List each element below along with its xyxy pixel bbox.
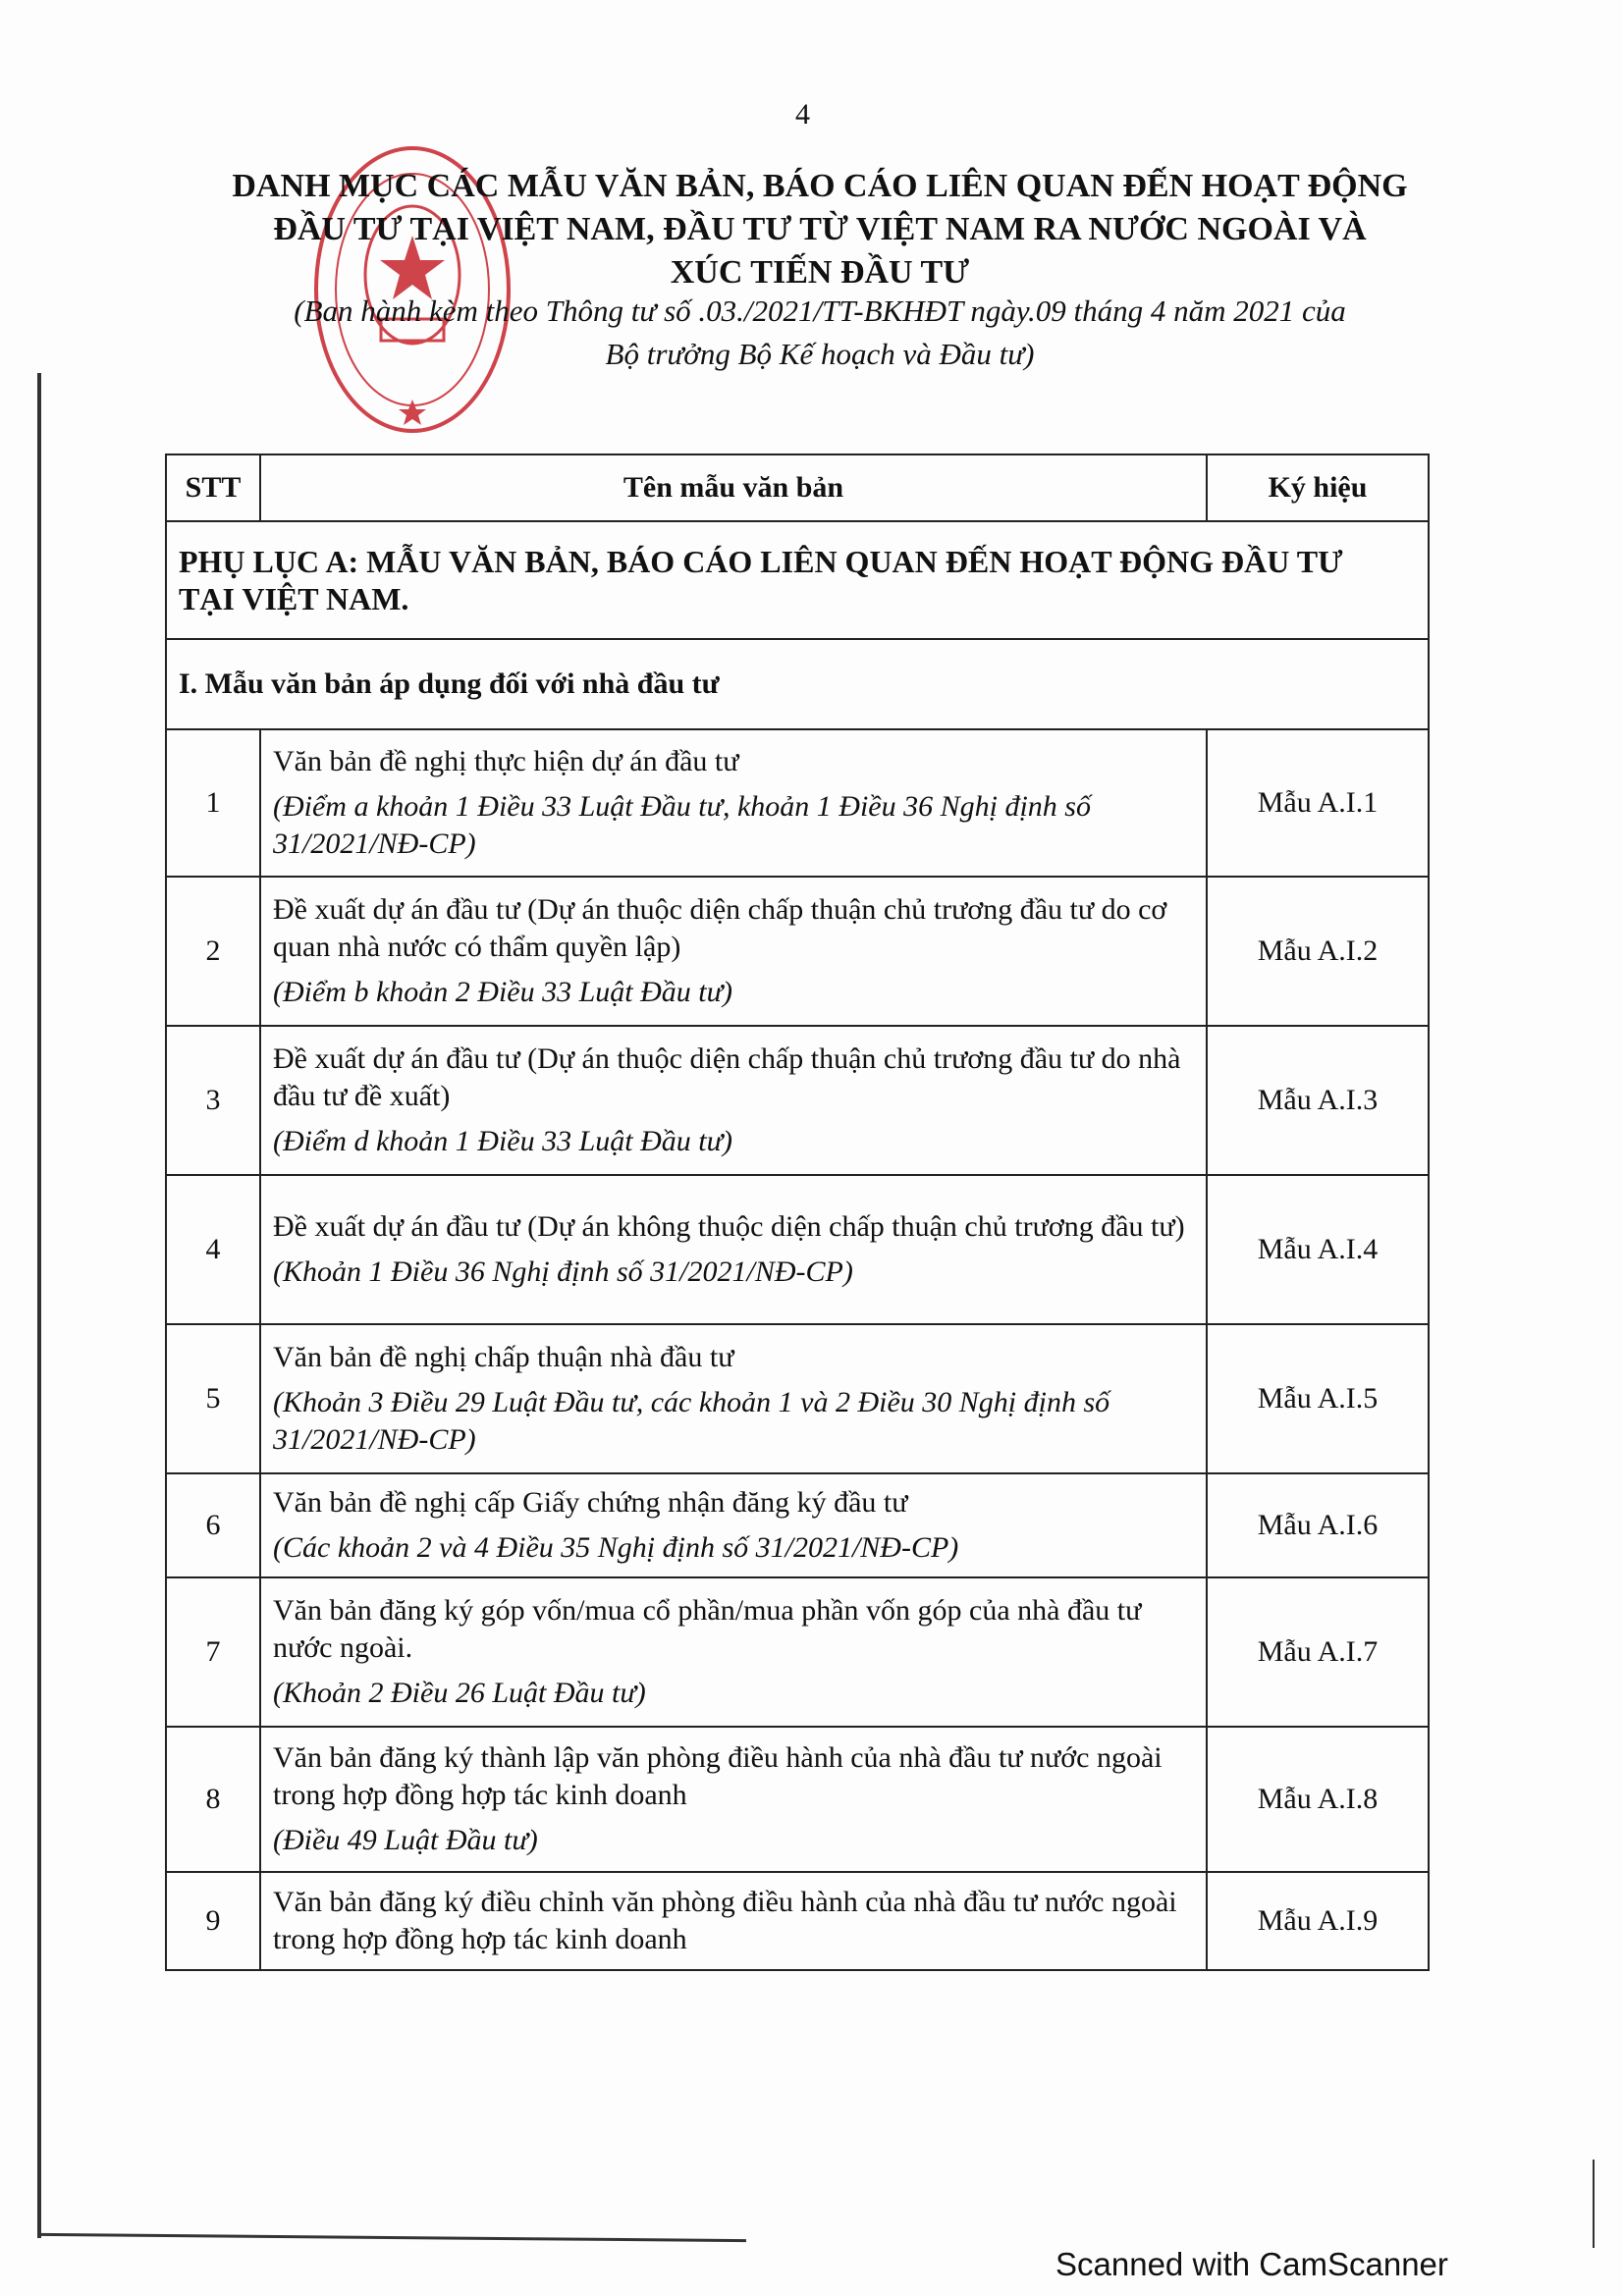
row-form-name: Văn bản đăng ký góp vốn/mua cổ phần/mua phần vốn góp của nhà đầu tư nước ngoài. — [273, 1594, 1142, 1664]
section-row — [166, 639, 1429, 729]
row-name-cell — [260, 1872, 1207, 1970]
scanner-watermark: Scanned with CamScanner — [1055, 2246, 1448, 2282]
row-legal-basis: (Khoản 2 Điều 26 Luật Đầu tư) — [273, 1677, 646, 1709]
scan-edge — [37, 373, 41, 2238]
title-line: DANH MỤC CÁC MẪU VĂN BẢN, BÁO CÁO LIÊN QUAN ĐẾN HOẠT ĐỘNG — [232, 168, 1408, 204]
table-row — [166, 1473, 1429, 1577]
row-stt: 5 — [166, 1324, 260, 1473]
document-subtitle — [196, 290, 1443, 376]
row-code: Mẫu A.I.6 — [1207, 1473, 1429, 1577]
row-code: Mẫu A.I.9 — [1207, 1872, 1429, 1970]
row-name-cell — [260, 1175, 1207, 1324]
table-row — [166, 1727, 1429, 1872]
section-heading: I. Mẫu văn bản áp dụng đối với nhà đầu tư — [166, 639, 1429, 729]
row-stt: 6 — [166, 1473, 260, 1577]
row-name-cell — [260, 1324, 1207, 1473]
row-form-name: Văn bản đăng ký thành lập văn phòng điều hành của nhà đầu tư nước ngoài trong hợp đồng hợp tác kinh doanh — [273, 1741, 1163, 1811]
row-code: Mẫu A.I.7 — [1207, 1577, 1429, 1727]
page-number: 4 — [795, 98, 810, 131]
row-name-cell — [260, 1577, 1207, 1727]
row-legal-basis: (Điểm d khoản 1 Điều 33 Luật Đầu tư) — [273, 1125, 732, 1157]
row-stt: 4 — [166, 1175, 260, 1324]
title-line: XÚC TIẾN ĐẦU TƯ — [670, 254, 970, 291]
row-name-cell — [260, 1473, 1207, 1577]
header-name: Tên mẫu văn bản — [260, 454, 1207, 521]
row-form-name: Văn bản đề nghị thực hiện dự án đầu tư — [273, 745, 739, 777]
forms-table — [165, 454, 1430, 1971]
row-stt: 2 — [166, 877, 260, 1026]
row-form-name: Đề xuất dự án đầu tư (Dự án không thuộc diện chấp thuận chủ trương đầu tư) — [273, 1210, 1185, 1243]
scan-edge — [39, 2233, 746, 2242]
row-name-cell — [260, 1727, 1207, 1872]
title-line: ĐẦU TƯ TẠI VIỆT NAM, ĐẦU TƯ TỪ VIỆT NAM RA NƯỚC NGOÀI VÀ — [273, 211, 1367, 247]
table-row — [166, 1175, 1429, 1324]
table-row — [166, 1872, 1429, 1970]
row-legal-basis: (Các khoản 2 và 4 Điều 35 Nghị định số 31/2021/NĐ-CP) — [273, 1531, 959, 1564]
row-name-cell — [260, 1026, 1207, 1175]
appendix-row — [166, 521, 1429, 639]
row-legal-basis: (Điều 49 Luật Đầu tư) — [273, 1824, 538, 1856]
header-code: Ký hiệu — [1207, 454, 1429, 521]
row-code: Mẫu A.I.3 — [1207, 1026, 1429, 1175]
row-code: Mẫu A.I.4 — [1207, 1175, 1429, 1324]
row-stt: 7 — [166, 1577, 260, 1727]
subtitle-line: Bộ trưởng Bộ Kế hoạch và Đầu tư) — [605, 337, 1035, 371]
row-legal-basis: (Điểm b khoản 2 Điều 33 Luật Đầu tư) — [273, 976, 732, 1008]
row-stt: 1 — [166, 729, 260, 877]
row-code: Mẫu A.I.5 — [1207, 1324, 1429, 1473]
row-code: Mẫu A.I.1 — [1207, 729, 1429, 877]
document-title — [196, 165, 1443, 294]
table-row — [166, 729, 1429, 877]
row-legal-basis: (Khoản 3 Điều 29 Luật Đầu tư, các khoản 1 và 2 Điều 30 Nghị định số 31/2021/NĐ-CP) — [273, 1386, 1110, 1456]
table-row — [166, 1324, 1429, 1473]
row-name-cell — [260, 729, 1207, 877]
table-row — [166, 877, 1429, 1026]
row-code: Mẫu A.I.2 — [1207, 877, 1429, 1026]
scan-edge — [1593, 2160, 1595, 2248]
row-form-name: Văn bản đăng ký điều chỉnh văn phòng điều hành của nhà đầu tư nước ngoài trong hợp đồng hợp tác kinh doanh — [273, 1886, 1177, 1955]
row-code: Mẫu A.I.8 — [1207, 1727, 1429, 1872]
row-name-cell — [260, 877, 1207, 1026]
subtitle-line: (Ban hành kèm theo Thông tư số .03./2021/TT-BKHĐT ngày.09 tháng 4 năm 2021 của — [294, 294, 1346, 328]
row-form-name: Đề xuất dự án đầu tư (Dự án thuộc diện chấp thuận chủ trương đầu tư do nhà đầu tư đề xuất) — [273, 1042, 1181, 1112]
header-stt: STT — [166, 454, 260, 521]
row-legal-basis: (Điểm a khoản 1 Điều 33 Luật Đầu tư, khoản 1 Điều 36 Nghị định số 31/2021/NĐ-CP) — [273, 790, 1091, 860]
row-stt: 8 — [166, 1727, 260, 1872]
row-form-name: Văn bản đề nghị cấp Giấy chứng nhận đăng ký đầu tư — [273, 1486, 908, 1519]
table-header-row — [166, 454, 1429, 521]
row-form-name: Văn bản đề nghị chấp thuận nhà đầu tư — [273, 1341, 734, 1373]
table-row — [166, 1577, 1429, 1727]
row-legal-basis: (Khoản 1 Điều 36 Nghị định số 31/2021/NĐ-CP) — [273, 1255, 853, 1288]
table-row — [166, 1026, 1429, 1175]
row-stt: 3 — [166, 1026, 260, 1175]
appendix-heading: PHỤ LỤC A: MẪU VĂN BẢN, BÁO CÁO LIÊN QUAN ĐẾN HOẠT ĐỘNG ĐẦU TƯ TẠI VIỆT NAM. — [166, 521, 1429, 639]
row-stt: 9 — [166, 1872, 260, 1970]
row-form-name: Đề xuất dự án đầu tư (Dự án thuộc diện chấp thuận chủ trương đầu tư do cơ quan nhà nước có thẩm quyền lập) — [273, 893, 1167, 963]
